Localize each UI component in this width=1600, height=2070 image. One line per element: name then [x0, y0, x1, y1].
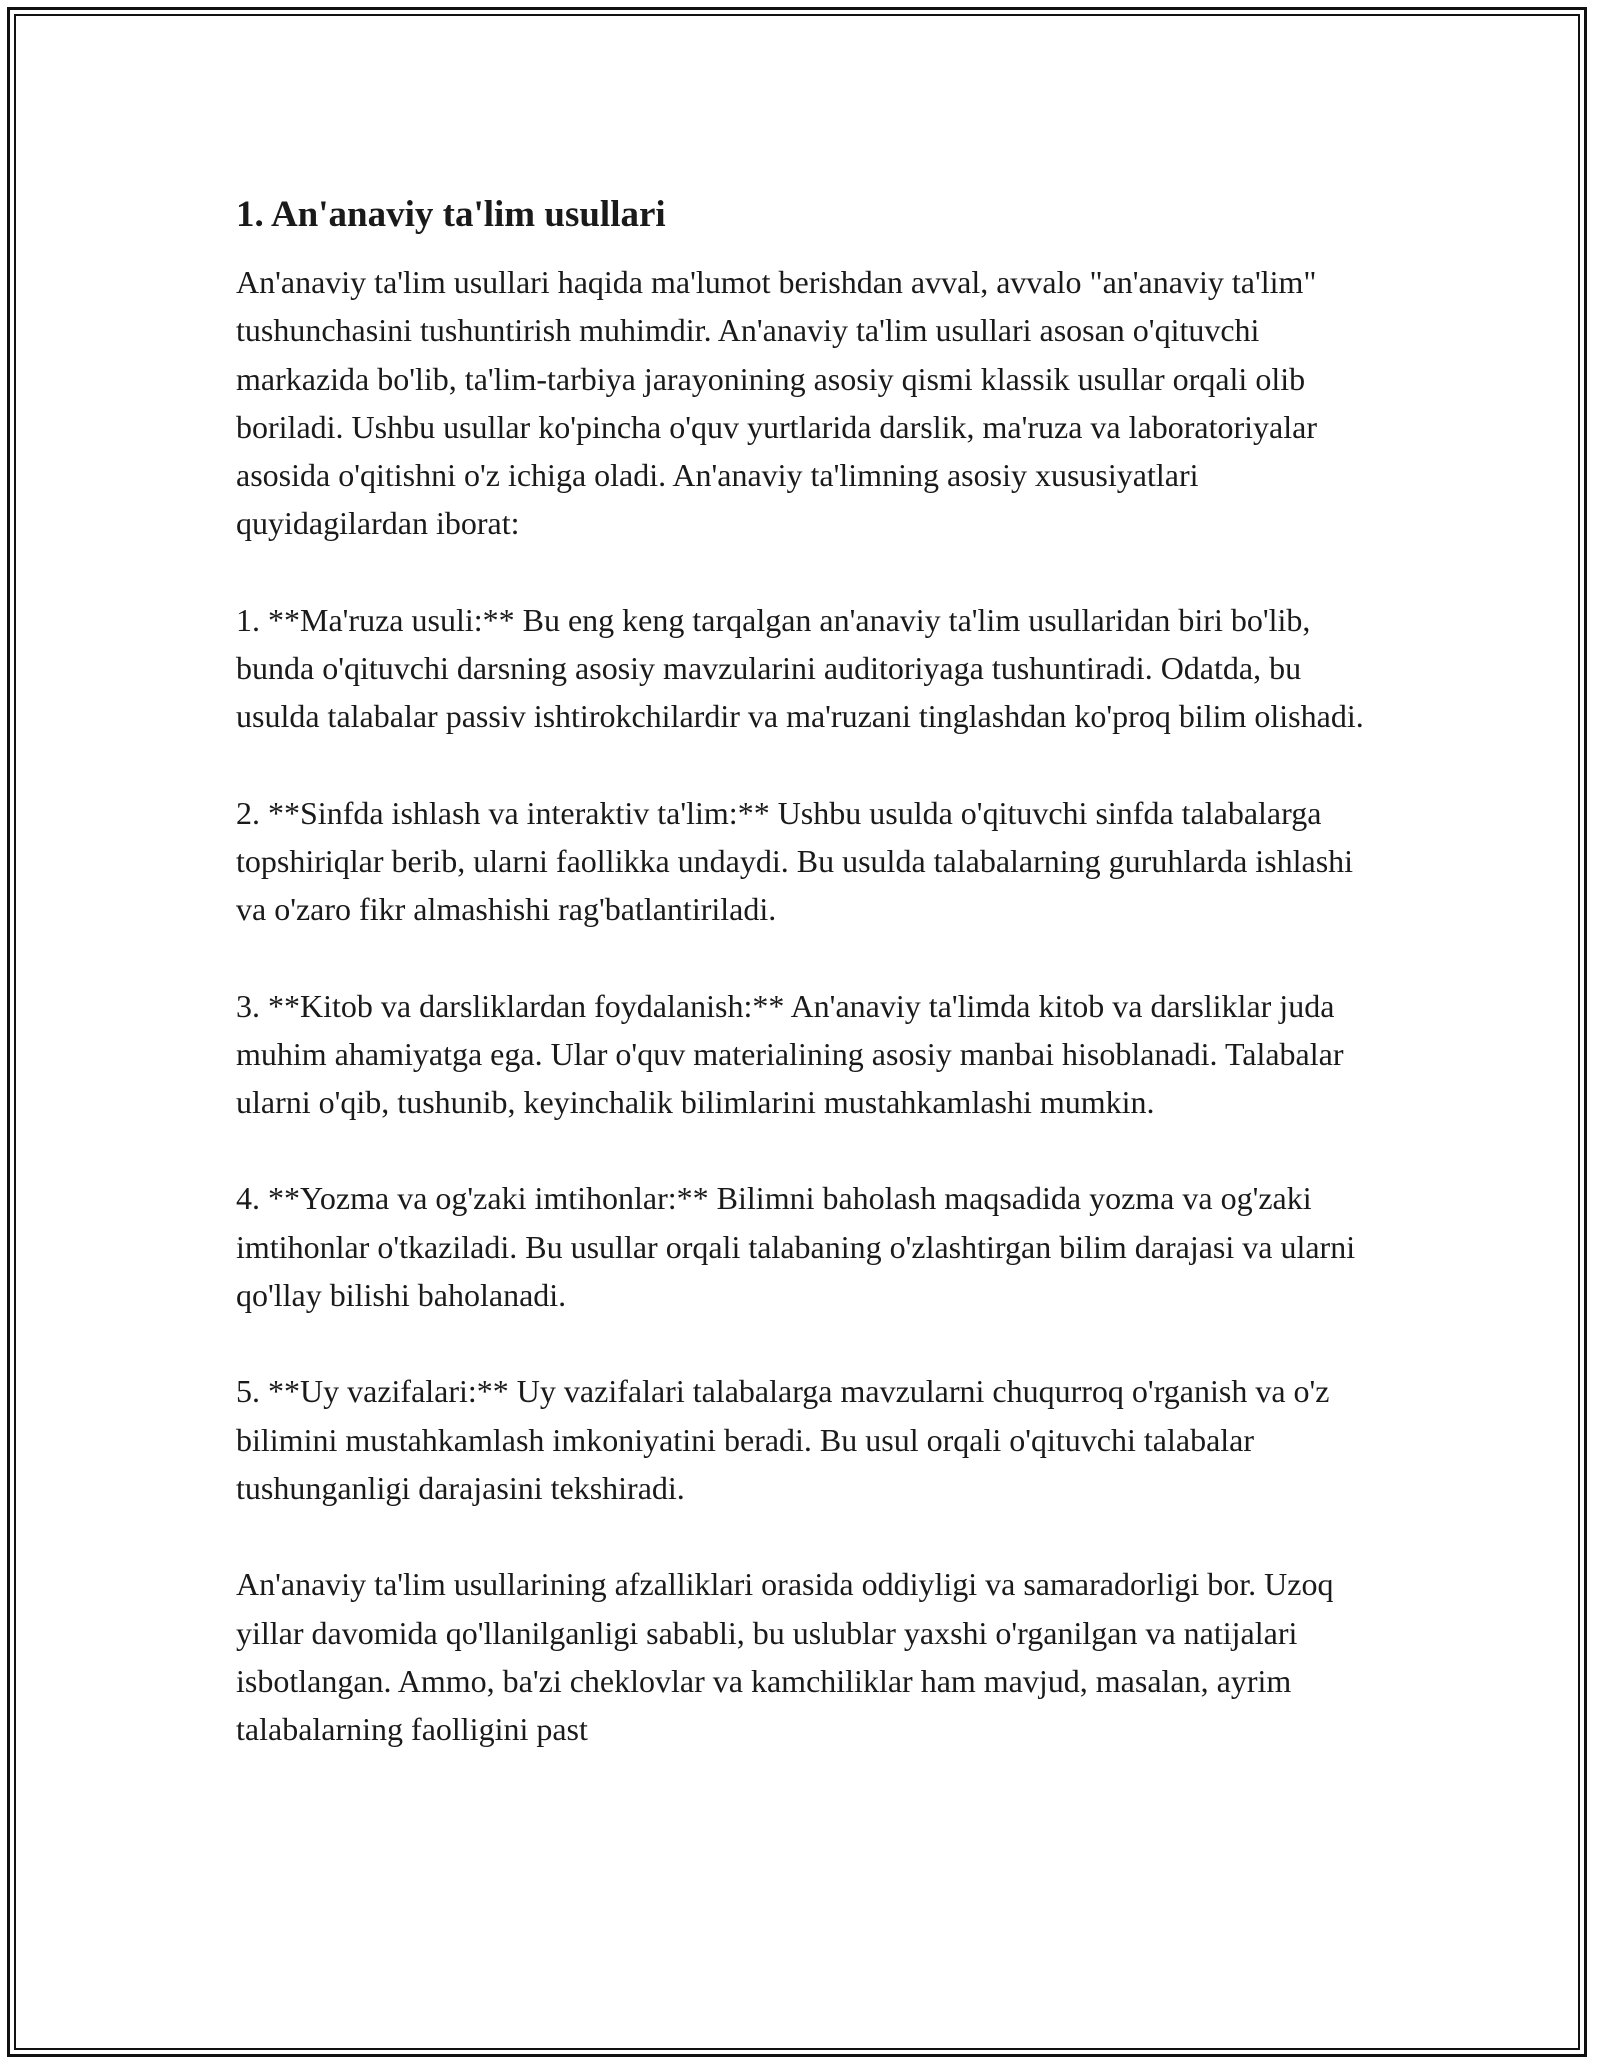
document-body	[236, 186, 1376, 1753]
list-item-written-oral-exams: 4. **Yozma va og'zaki imtihonlar:** Bilimni baholash maqsadida yozma va og'zaki imtihonlar o'tkaziladi. Bu usullar orqali talabaning o'zlashtirgan bilim darajasi va ularni qo'llay bilishi baholanadi.	[236, 1180, 1356, 1314]
list-item-books-textbooks: 3. **Kitob va darsliklardan foydalanish:** An'anaviy ta'limda kitob va darsliklar juda muhim ahamiyatga ega. Ular o'quv materialining asosiy manbai hisoblanadi. Talabalar ularni o'qib, tushunib, keyinchalik bilimlarini mustahkamlashi mumkin.	[236, 987, 1344, 1121]
list-item-lecture-method: 1. **Ma'ruza usuli:** Bu eng keng tarqalgan an'anaviy ta'lim usullaridan biri bo'lib, bunda o'qituvchi darsning asosiy mavzularini auditoriyaga tushuntiradi. Odatda, bu usulda talabalar passiv ishtirokchilardir va ma'ruzani tinglashdan ko'proq bilim olishadi.	[236, 601, 1364, 735]
section-heading: 1. An'anaviy ta'lim usullari	[236, 194, 666, 235]
intro-paragraph: An'anaviy ta'lim usullari haqida ma'lumot berishdan avval, avvalo "an'anaviy ta'lim" tushunchasini tushuntirish muhimdir. An'anaviy ta'lim usullari asosan o'qituvchi markazida bo'lib, ta'lim-tarbiya jarayonining asosiy qismi klassik usullar orqali olib boriladi. Ushbu usullar ko'pincha o'quv yurtlarida darslik, ma'ruza va laboratoriyalar asosida o'qitishni o'z ichiga oladi. An'anaviy ta'limning asosiy xususiyatlari quyidagilardan iborat:	[236, 264, 1317, 542]
list-item-homework: 5. **Uy vazifalari:** Uy vazifalari talabalarga mavzularni chuqurroq o'rganish va o'z bilimini mustahkamlash imkoniyatini beradi. Bu usul orqali o'qituvchi talabalar tushunganligi darajasini tekshiradi.	[236, 1373, 1330, 1506]
list-item-classroom-interactive: 2. **Sinfda ishlash va interaktiv ta'lim:** Ushbu usulda o'qituvchi sinfda talabalarga topshiriqlar berib, ularni faollikka undaydi. Bu usulda talabalarning guruhlarda ishlashi va o'zaro fikr almashishi rag'batlantiriladi.	[236, 794, 1354, 928]
conclusion-paragraph: An'anaviy ta'lim usullarining afzalliklari orasida oddiyligi va samaradorligi bor. Uzoq yillar davomida qo'llanilganligi sababli, bu uslublar yaxshi o'rganilgan va natijalari isbotlangan. Ammo, ba'zi cheklovlar va kamchiliklar ham mavjud, masalan, ayrim talabalarning faolligini past	[236, 1566, 1334, 1748]
